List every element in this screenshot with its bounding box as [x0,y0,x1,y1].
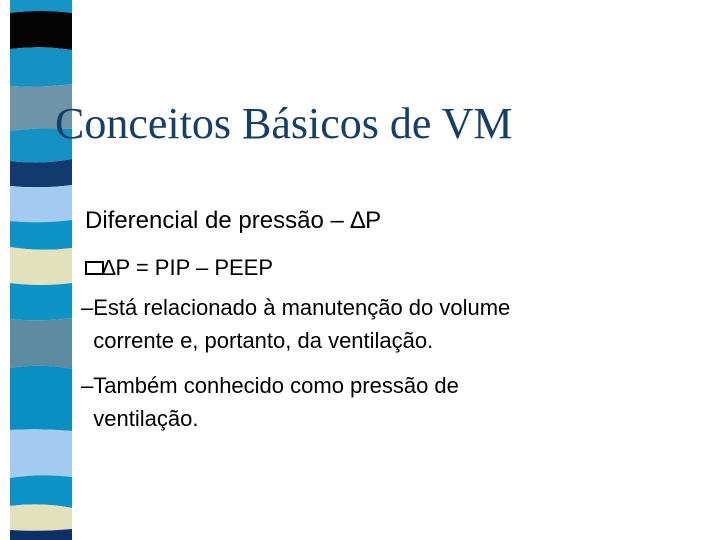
wave-strip-decoration [10,0,72,540]
bullet-line: Está relacionado à manutenção do volume [93,295,511,320]
bullet-list [81,291,671,435]
bullet-text [93,291,510,357]
bullet-line: Também conhecido como pressão de [93,373,459,398]
dash-bullet-icon: – [81,373,94,398]
bullet-item [81,291,671,357]
formula-text: ∆P = PIP – PEEP [102,255,274,280]
formula-line [85,253,273,283]
dash-bullet-icon: – [81,295,94,320]
heading-diferencial-pressao: Diferencial de pressão – ∆P [85,207,382,234]
bullet-text [93,369,459,435]
bullet-line: ventilação. [93,406,199,431]
slide-title: Conceitos Básicos de VM [55,99,513,148]
bullet-line: corrente e, portanto, da ventilação. [93,328,434,353]
bullet-item [81,369,671,435]
